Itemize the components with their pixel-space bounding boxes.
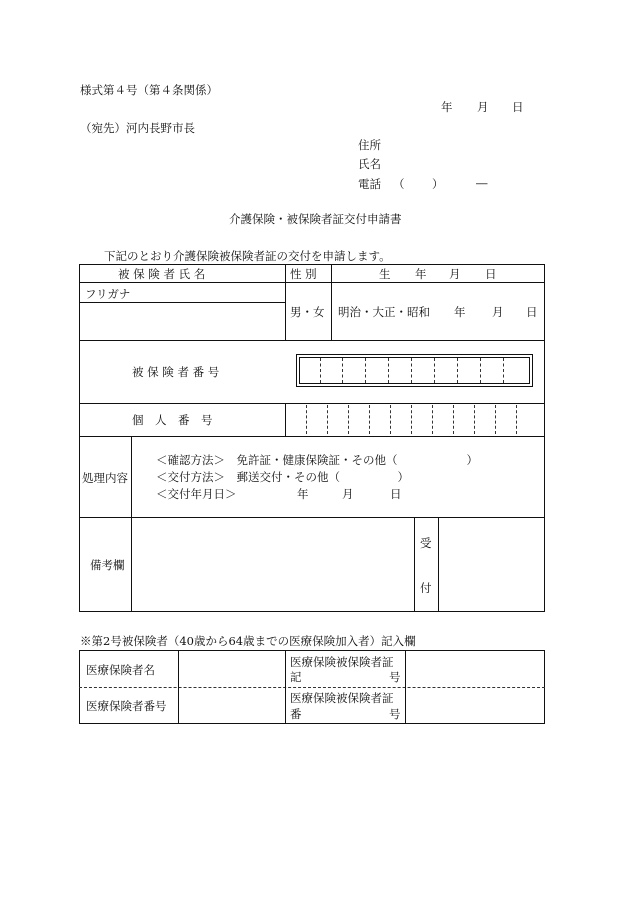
insured-number-label: 被 保 険 者 番 号 [132, 365, 220, 379]
processing-label: 処理内容 [82, 471, 128, 485]
cert-number-label: 医療保険被保険者証 [290, 691, 394, 705]
digit-divider [432, 405, 433, 434]
digit-divider [411, 358, 412, 383]
insurer-number-label: 医療保険者番号 [86, 699, 167, 713]
second-insured-note: ※第2号被保険者（40歳から64歳までの医療保険加入者）記入欄 [80, 634, 416, 648]
digit-divider [365, 358, 366, 383]
insured-number-field[interactable] [296, 354, 533, 387]
cert-number-label-a: 番 [290, 707, 302, 721]
digit-divider [388, 358, 389, 383]
birth-header-month: 月 [449, 267, 461, 281]
delivery-month: 月 [342, 487, 354, 501]
rule [285, 264, 286, 340]
form-title: 介護保険・被保険者証交付申請書 [229, 212, 402, 226]
rule [405, 650, 406, 724]
delivery-year: 年 [297, 487, 309, 501]
rule [79, 302, 285, 303]
rule [131, 436, 132, 612]
received-bottom: 付 [420, 581, 432, 595]
rule [331, 264, 332, 340]
digit-divider [457, 358, 458, 383]
insurer-name-label: 医療保険者名 [86, 663, 155, 677]
insured-name-header: 被 保 険 者 氏 名 [118, 267, 206, 281]
rule [79, 517, 545, 518]
rule [79, 403, 545, 404]
digit-divider [306, 405, 307, 434]
digit-divider [480, 358, 481, 383]
cert-number-label-b: 号 [389, 707, 401, 721]
delivery-date-label: ＜交付年月日＞ [156, 487, 237, 501]
digit-divider [453, 405, 454, 434]
rule [79, 340, 545, 341]
digit-divider [369, 405, 370, 434]
digit-divider [474, 405, 475, 434]
gender-header: 性 別 [290, 267, 317, 281]
birth-header-year: 年 [415, 267, 427, 281]
digit-divider [390, 405, 391, 434]
date-month-label: 月 [477, 100, 489, 114]
birth-header-label: 生 [379, 267, 391, 281]
confirm-method: ＜確認方法＞ 免許証・健康保険証・その他（ ） [156, 453, 478, 467]
date-year-label: 年 [441, 100, 453, 114]
digit-divider [348, 405, 349, 434]
digit-divider [327, 405, 328, 434]
cert-symbol-label: 医療保険被保険者証 [290, 655, 394, 669]
my-number-label: 個 人 番 号 [132, 413, 213, 427]
rule [285, 650, 286, 724]
cert-symbol-label-a: 記 [290, 670, 302, 684]
delivery-day: 日 [390, 487, 402, 501]
birth-year: 年 [454, 305, 466, 319]
name-label: 氏名 [358, 157, 381, 171]
rule [79, 436, 545, 437]
furigana-label: フリガナ [85, 287, 131, 301]
phone-paren-close: ） [432, 177, 444, 191]
rule [414, 517, 415, 612]
digit-divider [503, 358, 504, 383]
address-label: 住所 [358, 138, 381, 152]
date-day-label: 日 [512, 100, 524, 114]
rule [178, 650, 179, 724]
gender-options: 男・女 [290, 305, 325, 319]
delivery-method: ＜交付方法＞ 郵送交付・その他（ ） [156, 470, 409, 484]
digit-divider [342, 358, 343, 383]
digit-divider [434, 358, 435, 383]
phone-paren-open: （ [393, 177, 405, 191]
received-top: 受 [420, 536, 432, 550]
cert-symbol-label-b: 号 [389, 670, 401, 684]
phone-label: 電話 [358, 177, 381, 191]
birth-header-day: 日 [485, 267, 497, 281]
intro-text: 下記のとおり介護保険被保険者証の交付を申請します。 [104, 249, 391, 263]
birth-day: 日 [526, 305, 538, 319]
form-number: 様式第４号（第４条関係） [80, 83, 218, 97]
rule [285, 403, 286, 436]
rule [438, 517, 439, 612]
digit-divider [495, 405, 496, 434]
digit-divider [411, 405, 412, 434]
phone-dash: ― [476, 176, 488, 190]
digit-divider [320, 358, 321, 383]
rule [79, 282, 545, 283]
row-divider [79, 687, 545, 688]
era-options: 明治・大正・昭和 [338, 305, 430, 319]
remarks-label: 備考欄 [90, 558, 125, 572]
digit-divider [516, 405, 517, 434]
birth-month: 月 [492, 305, 504, 319]
addressee: （宛先）河内長野市長 [80, 121, 195, 135]
